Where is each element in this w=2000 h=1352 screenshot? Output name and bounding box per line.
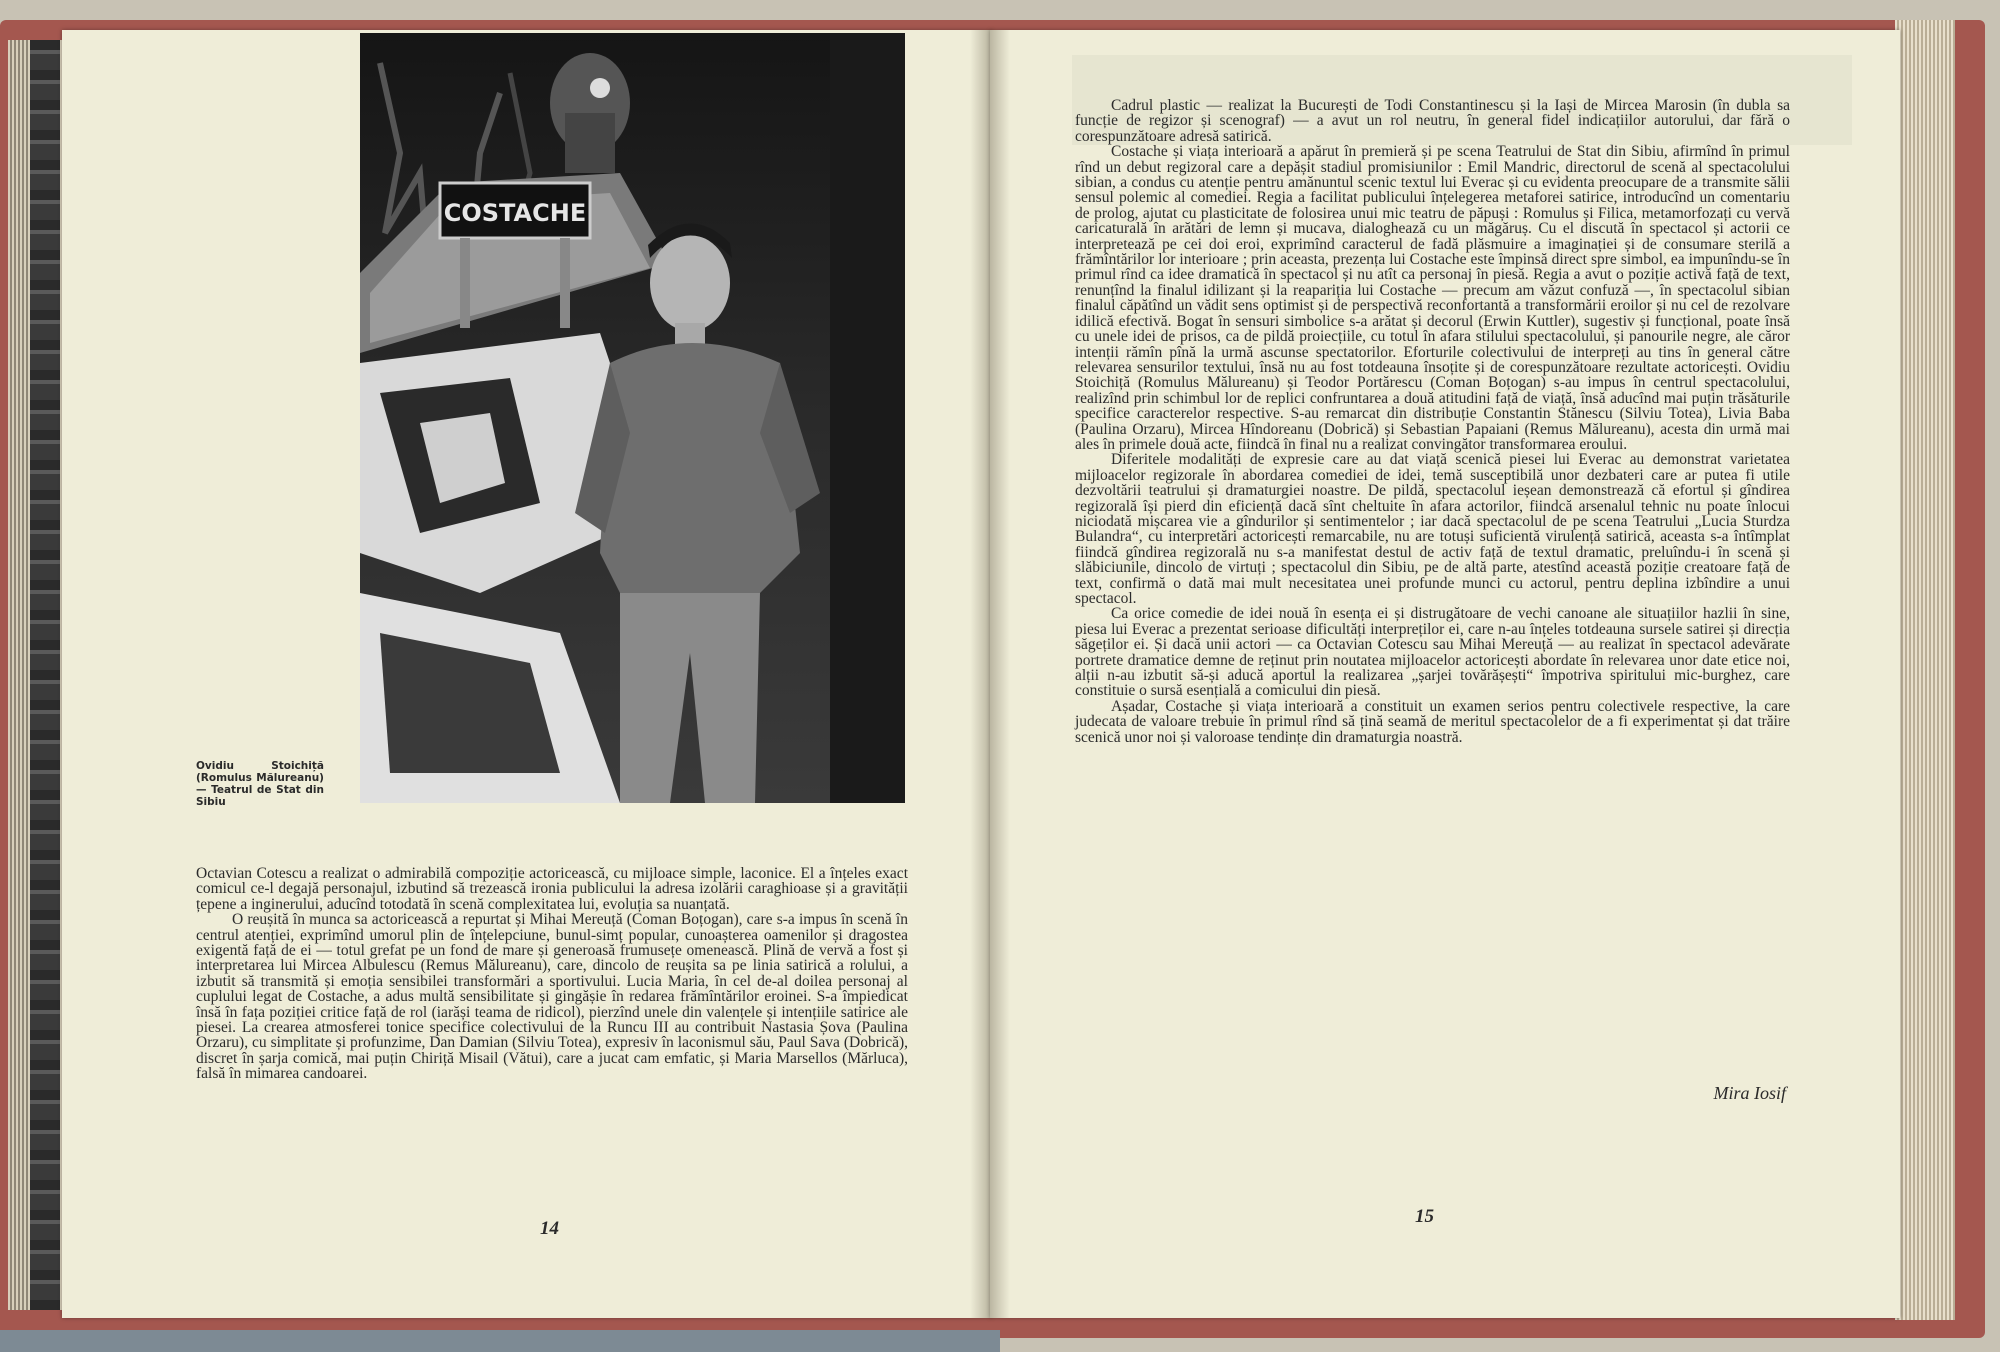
right-page-edges bbox=[1895, 20, 1955, 1320]
paragraph: Octavian Cotescu a realizat o admirabilă compoziție actoricească, cu mijloace simple, laconice. El a înțeles exact comicul ce-l degajă personajul, izbutind să trezească ironia publicului la adresa izolării caraghioase și a gravității țepene a inginerului, aducînd totodată în scenă complexitatea lui, evoluția sa nuanțată. bbox=[196, 865, 908, 913]
paragraph: O reușită în munca sa actoricească a repurtat și Mihai Mereuță (Coman Boțogan), care s-a impus în scenă în centrul atenției, exprimînd umorul plin de înțelepciune, bunul-simț popular, cunoașterea oamenilor și dragostea exigentă față de ei — totul grefat pe un fond de mare și generoasă frumusețe omenească. Plină de vervă a fost și interpretarea lui Mircea Albulescu (Remus Mălureanu), care, dincolo de reușita sa pe linia satirică a rolului, a izbutit să transmită și emoția sensibilei transformări a sportivului. Lucia Maria, în cel de-al doilea personaj al cuplului legat de Costache, a adus multă sensibilitate și gingășie în redarea frămîntărilor eroinei. S-a împiedicat însă în fața poziției critice față de rol (iarăși teama de ridicol), pierzînd unele din valențele și intențiile satirice ale piesei. La crearea atmosferei tonice specifice colectivului de la Runcu III au contribuit Nastasia Șova (Paulina Orzaru), cu simplitate și profunzime, Dan Damian (Silviu Totea), expresiv în laconismul său, Paul Sava (Dobrică), discret în șarja comică, mai puțin Chiriță Misail (Vătui), care a jucat cam emfatic, și Maria Marsellos (Mărluca), falsă în mimarea candoarei. bbox=[196, 911, 908, 1083]
paragraph: Așadar, Costache și viața interioară a constituit un examen serios pentru colectivele respective, la care judecata de valoare trebuie în primul rînd să țină seamă de meritul spectacolelor de a fi experimentat și dat trăire scenică unor noi și valoroase tendințe din dramaturgia noastră. bbox=[1075, 697, 1790, 746]
page-number-right: 15 bbox=[1415, 1206, 1434, 1227]
page-number-left: 14 bbox=[540, 1218, 559, 1239]
author-signature: Mira Iosif bbox=[1713, 1083, 1786, 1103]
paragraph: Ca orice comedie de idei nouă în esența ei și distrugătoare de vechi canoane ale situațiilor hazlii în sine, piesa lui Everac a prezentat serioase dificultăți interpreților ei, care n-au înțeles totdeauna sursele satirei și direcția săgeților ei. Și dacă unii actori — ca Octavian Cotescu sau Mihai Mereuță — au realizat în spectacol adevărate portrete dramatice demne de reținut prin noutatea mijloacelor actoricești abordate în relevarea unor date etice noi, alții n-au izbutit să-și aducă aportul la realizarea „șarjei tovărășești“ împotriva spiritului mic-burghez, care constituie o sursă esențială a comicului din piesă. bbox=[1075, 605, 1790, 700]
costache-sign: COSTACHE bbox=[443, 199, 587, 227]
left-inner-strip bbox=[30, 40, 60, 1310]
book-gutter bbox=[970, 30, 1010, 1318]
paragraph: Costache și viața interioară a apărut în premieră și pe scena Teatrului de Stat din Sibiu, afirmînd în primul rînd un debut regizoral care a depășit stadiul promisiunilor : Emil Mandric, directorul de scenă al spectacolului sibian, a condus cu atenție pentru amănuntul scenic textul lui Everac și cu evidenta preocupare de a transmite sălii sensul polemic al comediei. Regia a facilitat publicului înțelegerea metaforei satirice, introducînd un comentariu de prolog, ajutat cu plasticitate de folosirea unui mic teatru de păpuși : Romulus și Filica, metamorfozați cu vervă caricaturală în arătări de lemn și mucava, dialoghează cu un măgăruș. Cu el discută în spectacol și actorii ce interpretează pe cei doi eroi, exprimînd caracterul de fadă plăsmuire a imaginației și de consumare sterilă a frămîntărilor lor interioare ; prin aceasta, prezența lui Costache este împinsă direct spre simbol, ea impunîndu-se în primul rînd ca idee dramatică în spectacol și nu atît ca personaj în piesă. Regia a avut o poziție activă față de text, renunțînd la finalul idilizant și la reapariția lui Costache — precum am văzut confuză —, în spectacolul sibian finalul căpătînd un vădit sens optimist și de perspectivă reconfortantă a transformării eroilor și nu cel de rezolvare idilică efectivă. Bogat în sensuri simbolice s-a arătat și decorul (Erwin Kuttler), sugestiv și funcțional, poate însă cu unele idei de prisos, ca de pildă proiecțiile, cu totul în afara stilului spectacolului, și panourile negre, ale căror intenții rămîn pînă la urmă ascunse spectatorilor. Eforturile colectivului de interpreți au tins în general către relevarea sensurilor textului, însă nu au fost totdeauna însoțite și de corespunzătoare rezultate actoricești. Ovidiu Stoichiță (Romulus Mălureanu) și Teodor Portărescu (Coman Boțogan) s-au impus în centrul spectacolului, realizînd prin schimbul lor de replici confruntarea a două atitudini față de viață, însă aducînd mai puțin trăsăturile specifice caracterelor respective. S-au remarcat din distribuție Constantin Stănescu (Silviu Totea), Livia Baba (Paulina Orzaru), Mircea Hîndoreanu (Dobrică) și Sebastian Papaiani (Remus Mălureanu), acesta din urmă mai ales în primele două acte, fiindcă în final nu a realizat convingător transformarea eroului. bbox=[1075, 143, 1790, 453]
paragraph: Diferitele modalități de expresie care au dat viață scenică piesei lui Everac au demonstrat varietatea mijloacelor regizorale în abordarea comediei de idei, temă susceptibilă unor dezbateri care ar putea fi utile dezvoltării teatrului și dramaturgiei noastre. De pildă, spectacolul ieșean demonstrează că efortul și gîndirea regizorală își pierd din eficiență dacă sînt cheltuite în afara actorilor, fiindcă arsenalul tehnic nu poate înlocui niciodată mișcarea vie a gîndurilor și sentimentelor ; iar dacă spectacolul de pe scena Teatrului „Lucia Sturdza Bulandra“, cu interpretări actoricești remarcabile, nu are totuși suficientă virulență satirică, aceasta s-a întîmplat fiindcă gîndirea regizorală nu s-a manifestat destul de activ față de textul dramatic, preluîndu-i în scenă și slăbiciunile, dincolo de virtuți ; spectacolul din Sibiu, pe de altă parte, atestînd această poziție creatoare față de text, confirmă o dată mai mult necesitatea unei profunde munci cu actorul, pentru deplina izbîndire a unui spectacol. bbox=[1075, 451, 1790, 607]
photo-caption: Ovidiu Stoichiță (Romulus Mălureanu) — Teatrul de Stat din Sibiu bbox=[196, 760, 324, 808]
paragraph: Cadrul plastic — realizat la București de Todi Constantinescu și la Iași de Mircea Marosin (în dubla sa funcție de regizor și scenograf) — a avut un rol neutru, în general fidel indicațiilor autorului, dar fără o corespunzătoare adresă satirică. bbox=[1075, 97, 1790, 145]
right-page-body bbox=[1075, 98, 1790, 745]
table-surface bbox=[0, 1330, 1000, 1352]
photo-illustration bbox=[360, 33, 905, 803]
left-page-body bbox=[196, 866, 908, 1082]
photograph bbox=[360, 33, 905, 803]
